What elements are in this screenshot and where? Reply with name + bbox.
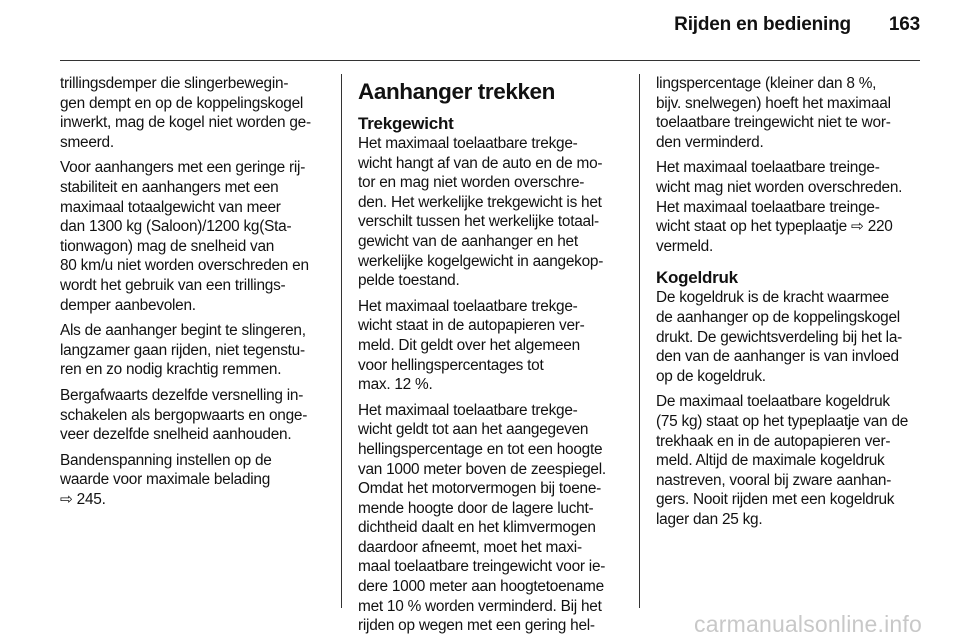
text-line: rijden op wegen met een gering hel- [358, 617, 595, 635]
paragraph [60, 158, 325, 315]
col3-paragraphs-a [656, 74, 922, 256]
paragraph [656, 392, 922, 529]
text-line: Als de aanhanger begint te slingeren, [60, 322, 306, 340]
text-line: tor en mag niet worden overschre- [358, 174, 585, 192]
text-line: nastreven, vooral bij zware aanhan- [656, 471, 892, 489]
text-line: de aanhanger op de koppelingskogel [656, 308, 900, 326]
text-line: Voor aanhangers met een geringe rij- [60, 159, 306, 177]
paragraph [60, 74, 325, 152]
column-2 [358, 74, 624, 642]
text-line: langzamer gaan rijden, niet tegenstu- [60, 341, 305, 359]
text-line: toelaatbare treingewicht niet te wor- [656, 114, 891, 132]
col3-paragraphs-b [656, 288, 922, 529]
col2-paragraphs [358, 134, 624, 636]
text-line: De maximaal toelaatbare kogeldruk [656, 393, 890, 411]
text-line: Omdat het motorvermogen bij toene- [358, 480, 602, 498]
header-rule [60, 60, 920, 61]
text-line: werkelijke kogelgewicht in aangekop- [358, 252, 604, 270]
subheading-kogeldruk: Kogeldruk [656, 268, 738, 288]
text-line: den van de aanhanger is van invloed [656, 348, 899, 366]
text-line: dere 1000 meter aan hoogtetoename [358, 578, 604, 596]
text-line: wicht hangt af van de auto en de mo- [358, 154, 603, 172]
page-number: 163 [888, 14, 920, 35]
text-line: waarde voor maximale belading [60, 471, 271, 489]
text-line: wordt het gebruik van een trillings- [60, 276, 286, 294]
text-line: max. 12 %. [358, 376, 433, 394]
paragraph [656, 158, 922, 256]
paragraph [656, 288, 922, 386]
paragraph [358, 401, 624, 636]
text-line: meld. Dit geldt over het algemeen [358, 336, 580, 354]
text-line: maximaal totaalgewicht van meer [60, 198, 281, 216]
text-line: Het maximaal toelaatbare treinge- [656, 198, 880, 216]
column-3 [656, 74, 922, 535]
text-line: ren en zo nodig krachtig remmen. [60, 361, 282, 379]
text-line: dichtheid daalt en het klimvermogen [358, 519, 596, 537]
text-line: wicht staat op het typeplaatje ⇨ 220 [656, 218, 893, 236]
text-line: ⇨ 245. [60, 490, 106, 508]
subheading-trekgewicht: Trekgewicht [358, 114, 454, 133]
text-line: wicht staat in de autopapieren ver- [358, 317, 585, 335]
text-line: trillingsdemper die slingerbewegin- [60, 75, 289, 92]
text-line: Bergafwaarts dezelfde versnelling in- [60, 386, 304, 404]
text-line: gers. Nooit rijden met een kogeldruk [656, 491, 895, 509]
paragraph [60, 321, 325, 380]
watermark: carmanualsonline.info [694, 611, 922, 637]
text-line: De kogeldruk is de kracht waarmee [656, 289, 889, 307]
text-line: schakelen als bergopwaarts en onge- [60, 406, 308, 424]
text-line: Bandenspanning instellen op de [60, 451, 272, 469]
text-line: gen dempt en op de koppelingskogel [60, 94, 304, 112]
text-line: op de kogeldruk. [656, 367, 766, 385]
text-line: demper aanbevolen. [60, 296, 196, 314]
text-line: met 10 % worden verminderd. Bij het [358, 597, 602, 615]
text-line: maal toelaatbare treingewicht voor ie- [358, 558, 606, 576]
text-line: Het maximaal toelaatbare trekge- [358, 135, 578, 152]
text-line: smeerd. [60, 133, 114, 151]
text-line: daardoor afneemt, moet het maxi- [358, 538, 582, 556]
text-line: den. Het werkelijke trekgewicht is het [358, 193, 602, 211]
text-line: lager dan 25 kg. [656, 510, 763, 528]
section-heading: Aanhanger trekken [358, 79, 556, 104]
text-line: inwerkt, mag de kogel niet worden ge- [60, 114, 311, 132]
text-line: pelde toestand. [358, 272, 460, 290]
text-line: mende hoogte door de lagere lucht- [358, 499, 594, 517]
paragraph [656, 74, 922, 152]
text-line: wicht geldt tot aan het aangegeven [358, 421, 589, 439]
text-line: vermeld. [656, 237, 714, 255]
text-line: trekhaak en in de autopapieren ver- [656, 432, 891, 450]
text-line: (75 kg) staat op het typeplaatje van de [656, 412, 909, 430]
paragraph [60, 451, 325, 510]
text-line: voor hellingspercentages tot [358, 356, 544, 374]
paragraph [358, 297, 624, 395]
section-title: Rijden en bediening [674, 14, 851, 35]
text-line: wicht mag niet worden overschreden. [656, 178, 903, 196]
text-line: 80 km/u niet worden overschreden en [60, 257, 309, 275]
paragraph [358, 134, 624, 291]
text-line: tionwagon) mag de snelheid van [60, 237, 275, 255]
text-line: Het maximaal toelaatbare trekge- [358, 401, 578, 419]
paragraph [60, 386, 325, 445]
text-line: bijv. snelwegen) hoeft het maximaal [656, 94, 891, 112]
page-header [674, 14, 920, 36]
text-line: dan 1300 kg (Saloon)/1200 kg(Sta- [60, 218, 292, 236]
text-line: van 1000 meter boven de zeespiegel. [358, 460, 606, 478]
text-line: gewicht van de aanhanger en het [358, 232, 578, 250]
text-line: stabiliteit en aanhangers met een [60, 178, 279, 196]
column-divider-2 [639, 74, 640, 608]
text-line: drukt. De gewichtsverdeling bij het la- [656, 328, 903, 346]
text-line: Het maximaal toelaatbare trekge- [358, 297, 578, 315]
text-line: den verminderd. [656, 133, 764, 151]
text-line: verschilt tussen het werkelijke totaal- [358, 213, 599, 231]
text-line: meld. Altijd de maximale kogeldruk [656, 452, 885, 470]
text-line: veer dezelfde snelheid aanhouden. [60, 426, 292, 444]
column-1 [60, 74, 325, 515]
column-divider-1 [341, 74, 342, 608]
col1-paragraphs [60, 74, 325, 509]
text-line: lingspercentage (kleiner dan 8 %, [656, 75, 877, 92]
text-line: hellingspercentage en tot een hoogte [358, 440, 603, 458]
text-line: Het maximaal toelaatbare treinge- [656, 159, 880, 177]
